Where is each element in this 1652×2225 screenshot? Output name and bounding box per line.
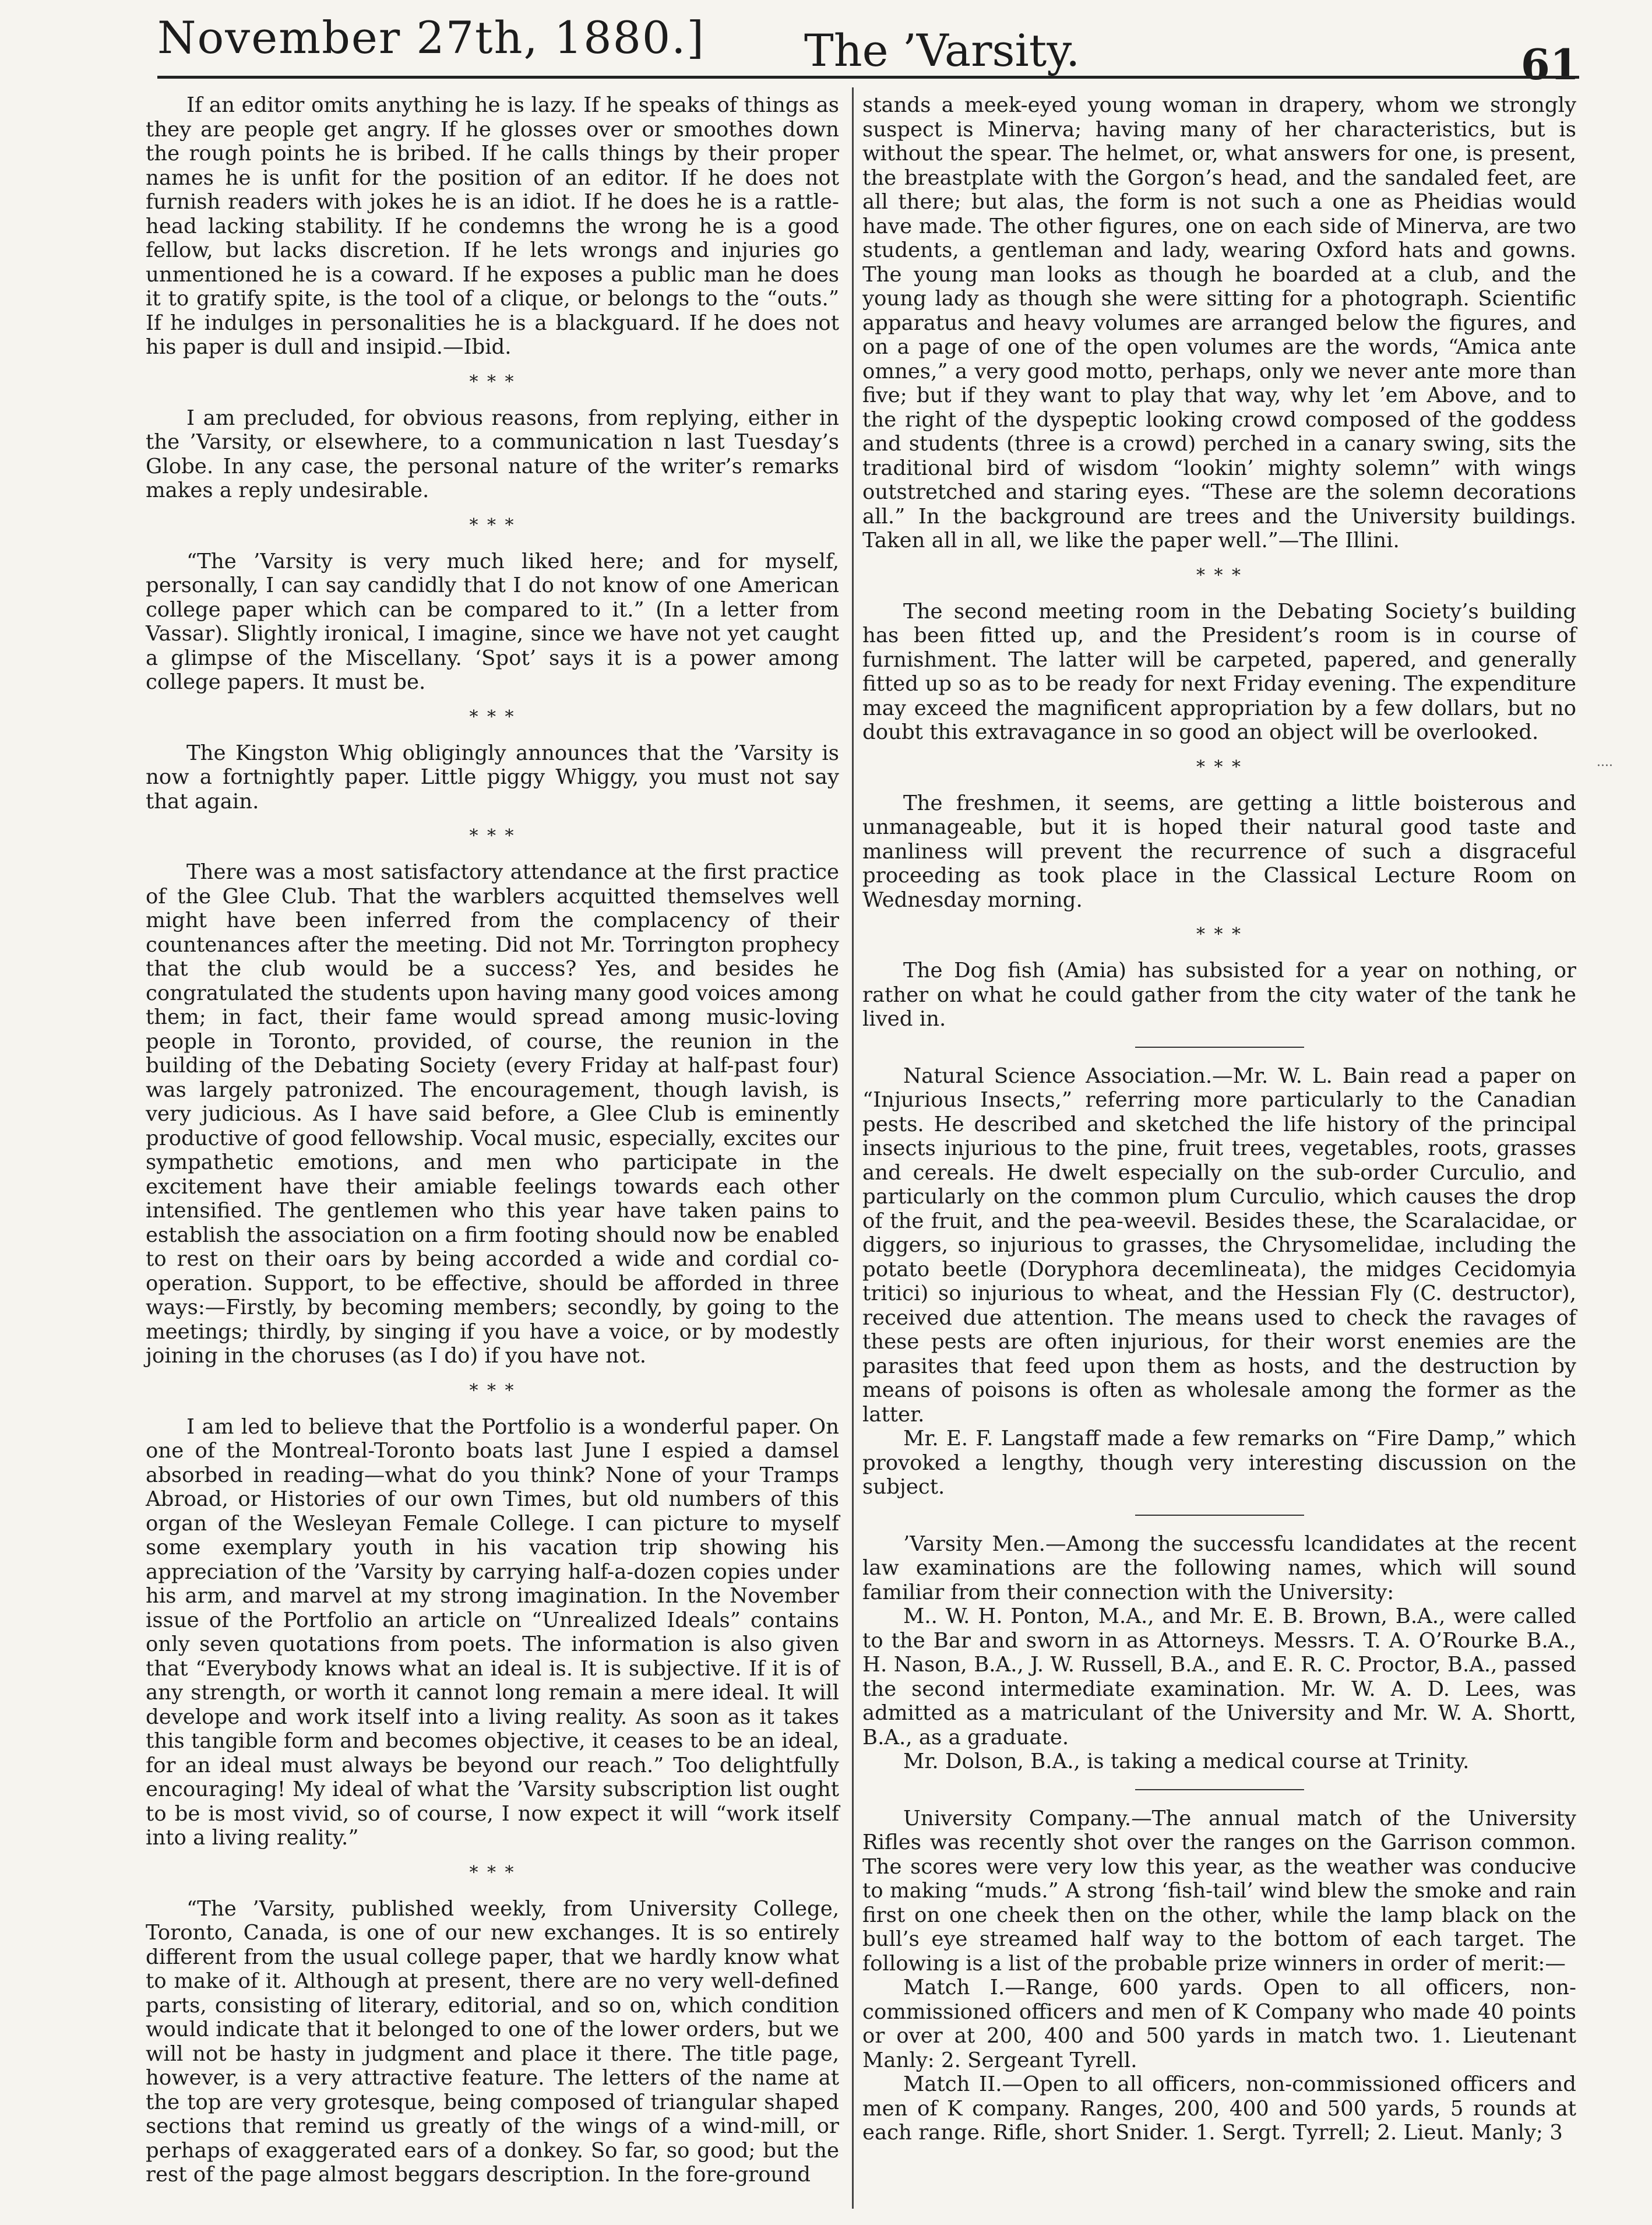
paragraph-law-results: M.. W. H. Ponton, M.A., and Mr. E. B. Brown, B.A., were called to the Bar and sworn in as Attorneys. Messrs. T. A. O’Rourke B.A., H. Nason, B.A., J. W. Russell, B.A., and E. R. C. Proctor, B.A., passed the second intermediate examination. Mr. W. A. D. Lees, was admitted as a matriculant of the University and Mr. W. A. Shortt, B.A., as a graduate. [862,1604,1576,1749]
paragraph-globe-reply: I am precluded, for obvious reasons, from replying, either in the ’Varsity, or elsewhere, to a communication n last Tuesday’s Globe. In any case, the personal nature of the writer’s remarks makes a reply undesirable. [146,406,839,502]
section-separator: * * * [469,1380,516,1401]
header-rule [157,76,1579,79]
right-column [862,93,1576,2145]
paragraph-kingston-whig: The Kingston Whig obligingly announces that the ’Varsity is now a fortnightly paper. Little piggy Whiggy, you must not say that again. [146,741,839,814]
paragraph-university-company: University Company.—The annual match of the University Rifles was recently shot over the ranges on the Garrison common. The scores were very low this year, as the weather was conducive to making “muds.” A strong ‘fish-tail’ wind blew the smoke and rain first on one cheek then on the other, while the lamp black on the bull’s eye streamed half way to the bottom of each target. The following is a list of the probable prize winners in order of merit:— [862,1806,1576,1976]
paragraph-fire-damp: Mr. E. F. Langstaff made a few remarks on “Fire Damp,” which provoked a lengthy, though very interesting discussion on the subject. [862,1427,1576,1499]
newspaper-title: The ’Varsity. [804,24,1080,76]
paragraph-match-two: Match II.—Open to all officers, non-commissioned officers and men of K company. Ranges, 200, 400 and 500 yards, 5 rounds at each range. Rifle, short Snider. 1. Sergt. Tyrrell; 2. Lieut. Manly; 3 [862,2072,1576,2145]
issue-date: November 27th, 1880.] [157,12,706,64]
left-column [146,93,839,2187]
margin-mark: ···· [1597,759,1613,773]
section-divider [1135,1789,1304,1790]
paragraph-natural-science: Natural Science Association.—Mr. W. L. Bain read a paper on “Injurious Insects,” referring more particularly to the Canadian pests. He described and sketched the life history of the principal insects injurious to the pine, fruit trees, vegetables, roots, grasses and cereals. He dwelt especially on the sub-order Curculio, and particularly on the common plum Curculio, which causes the drop of the fruit, and the pea-weevil. Besides these, the Scaralacidae, or diggers, so injurious to grasses, the Chrysomelidae, including the potato beetle (Doryphora decemlineata), the midges Cecidomyia tritici) so injurious to wheat, and the Hessian Fly (C. destructor), received due attention. The means used to check the ravages of these pests are often injurious, for their worst enemies are the parasites that feed upon them as hosts, and the destruction by means of poisons is often as wholesale among the former as the latter. [862,1064,1576,1427]
paragraph-illini-review-continued: stands a meek-eyed young woman in drapery, whom we strongly suspect is Minerva; having many of her characteristics, but is without the spear. The helmet, or, what answers for one, is present, the breastplate with the Gorgon’s head, and the sandaled feet, are all there; but alas, the form is not such a one as Pheidias would have made. The other figures, one on each side of Minerva, are two students, a gentleman and lady, wearing Oxford hats and gowns. The young man looks as though he boarded at a club, and the young lady as though she were sitting for a photograph. Scientific apparatus and heavy volumes are arranged below the figures, and on a page of one of the open volumes are the words, “Amica ante omnes,” a very good motto, perhaps, only we never ante more than five; but if they want to play that way, why let ’em Above, and to the right of the dyspeptic looking crowd composed of the goddess and students (three is a crowd) perched in a canary swing, sits the traditional bird of wisdom “lookin’ mighty solemn” with wings outstretched and staring eyes. “These are the solemn decorations all.” In the background are trees and the University buildings. Taken all in all, we like the paper well.”—The Illini. [862,93,1576,552]
section-separator: * * * [469,515,516,536]
section-separator: * * * [469,706,516,727]
section-separator: * * * [1196,924,1243,945]
paragraph-dog-fish: The Dog fish (Amia) has subsisted for a year on nothing, or rather on what he could gather from the city water of the tank he lived in. [862,959,1576,1031]
paragraph-vassar-letter: “The ’Varsity is very much liked here; and for myself, personally, I can say candidly that I do not know of one American college paper which can be compared to it.” (In a letter from Vassar). Slightly ironical, I imagine, since we have not yet caught a glimpse of the Miscellany. ‘Spot’ says it is a power among college papers. It must be. [146,549,839,694]
column-rule [852,87,854,2209]
paragraph-portfolio: I am led to believe that the Portfolio is a wonderful paper. On one of the Montreal-Toronto boats last June I espied a damsel absorbed in reading—what do you think? None of your Tramps Abroad, or Histories of our own Times, but old numbers of this organ of the Wesleyan Female College. I can picture to myself some exemplary youth in his vacation trip showing his appreciation of the ’Varsity by carrying half-a-dozen copies under his arm, and marvel at my strong imagination. In the November issue of the Portfolio an article on “Unrealized Ideals” contains only seven quotations from poets. The information is also given that “Everybody knows what an ideal is. It is subjective. If it is of any strength, or worth it cannot long remain a mere ideal. It will develope and work itself into a living reality. As soon as it takes this tangible form and becomes objective, it ceases to be an ideal, for an ideal must always be beyond our reach.” Too delightfully encouraging! My ideal of what the ’Varsity subscription list ought to be is most vivid, so of course, I now expect it will “work itself into a living reality.” [146,1414,839,1850]
section-separator: * * * [469,826,516,846]
section-separator: * * * [1196,756,1243,777]
section-separator: * * * [1196,565,1243,586]
section-separator: * * * [469,371,516,392]
paragraph-illini-review: “The ’Varsity, published weekly, from University College, Toronto, Canada, is one of our new exchanges. It is so entirely different from the usual college paper, that we hardly know what to make of it. Although at present, there are no very well-defined parts, consisting of literary, editorial, and so on, which condition would indicate that it belonged to one of the lower orders, but we will not be hasty in judgment and place it there. The title page, however, is a very attractive feature. The letters of the name at the top are very grotesque, being composed of triangular shaped sections that remind us greatly of the wings of a wind-mill, or perhaps of exaggerated ears of a donkey. So far, so good; but the rest of the page almost beggars description. In the fore-ground [146,1896,839,2187]
page-number: 61 [1520,40,1579,89]
section-divider [1135,1515,1304,1516]
paragraph-debating-room: The second meeting room in the Debating Society’s building has been fitted up, and the President’s room is in course of furnishment. The latter will be carpeted, papered, and generally fitted up so as to be ready for next Friday evening. The expenditure may exceed the magnificent appropriation by a few dollars, but no doubt this extravagance in so good an object will be overlooked. [862,599,1576,744]
section-divider [1135,1047,1304,1048]
section-separator: * * * [469,1862,516,1883]
paragraph-dolson: Mr. Dolson, B.A., is taking a medical course at Trinity. [903,1749,1470,1773]
paragraph-editor-complaints: If an editor omits anything he is lazy. If he speaks of things as they are people get angry. If he glosses over or smoothes down the rough points he is bribed. If he calls things by their proper names he is unfit for the position of an editor. If he does not furnish readers with jokes he is an idiot. If he does he is a rattle-head lacking stability. If he condemns the wrong he is a good fellow, but lacks discretion. If he lets wrongs and injuries go unmentioned he is a coward. If he exposes a public man he does it to gratify spite, is the tool of a clique, or belongs to the “outs.” If he indulges in personalities he is a blackguard. If he does not his paper is dull and insipid.—Ibid. [146,93,839,359]
paragraph-varsity-men: ’Varsity Men.—Among the successfu lcandidates at the recent law examinations are the following names, which will sound familiar from their connection with the University: [862,1532,1576,1604]
paragraph-freshmen: The freshmen, it seems, are getting a little boisterous and unmanageable, but it is hoped their natural good taste and manliness will prevent the recurrence of such a disgraceful proceeding as took place in the Classical Lecture Room on Wednesday morning. [862,791,1576,912]
paragraph-match-one: Match I.—Range, 600 yards. Open to all officers, non-commissioned officers and men of K Company who made 40 points or over at 200, 400 and 500 yards in match two. 1. Lieutenant Manly: 2. Sergeant Tyrell. [862,1976,1576,2072]
paragraph-glee-club: There was a most satisfactory attendance at the first practice of the Glee Club. That the warblers acquitted themselves well might have been inferred from the complacency of their countenances after the meeting. Did not Mr. Torrington prophecy that the club would be a success? Yes, and besides he congratulated the students upon having many good voices among them; in fact, their fame would spread among music-loving people in Toronto, provided, of course, the reunion in the building of the Debating Society (every Friday at half-past four) was largely patronized. The encouragement, though lavish, is very judicious. As I have said before, a Glee Club is eminently productive of good fellowship. Vocal music, especially, excites our sympathetic emotions, and men who participate in the excitement have their amiable feelings towards each other intensified. The gentlemen who this year have taken pains to establish the association on a firm footing should now be enabled to rest on their oars by being accorded a wide and cordial co-operation. Support, to be effective, should be afforded in three ways:—Firstly, by becoming members; secondly, by going to the meetings; thirdly, by singing if you have a voice, or by modestly joining in the choruses (as I do) if you have not. [146,860,839,1368]
